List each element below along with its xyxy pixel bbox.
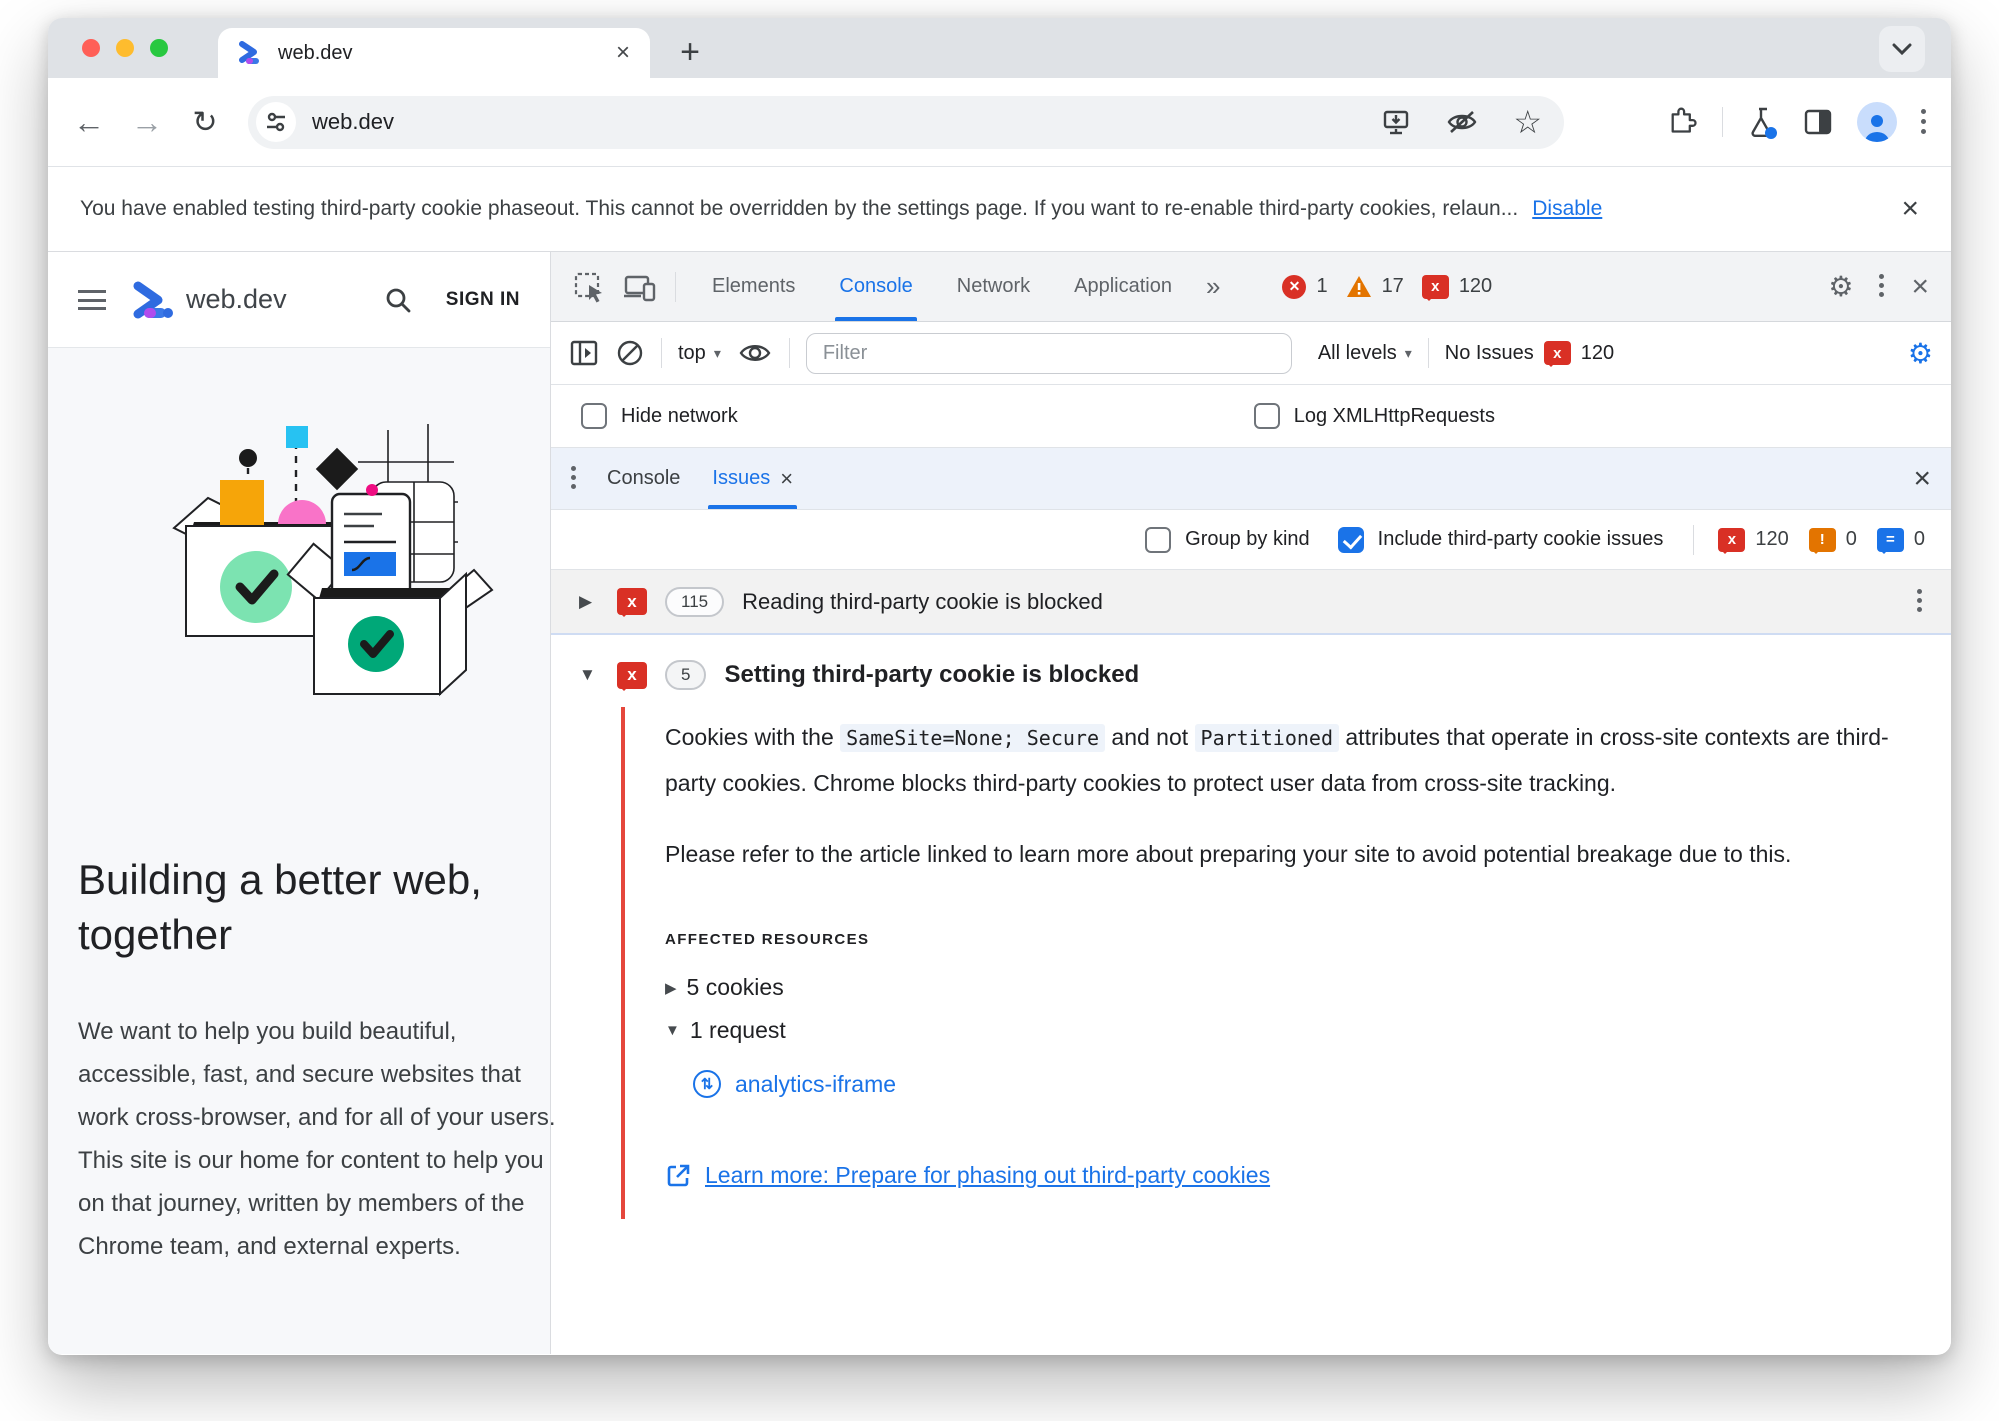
clear-console-icon[interactable] — [615, 338, 645, 368]
group-by-kind-label[interactable]: Group by kind — [1185, 528, 1310, 550]
divider — [675, 272, 676, 302]
experiments-beaker-icon[interactable] — [1747, 105, 1779, 139]
request-icon: ⇅ — [693, 1070, 721, 1098]
tab-console[interactable]: Console — [821, 252, 930, 321]
issue-flag-icon: x — [617, 662, 647, 689]
issues-toolbar — [551, 510, 1951, 570]
close-drawer-icon[interactable]: × — [1913, 461, 1931, 495]
hamburger-menu-icon[interactable] — [78, 290, 106, 310]
page-lead-paragraph: We want to help you build beautiful, accessible, fast, and secure websites that work cross-browser, and for all of your users. This site is our home for content to help you on that journey, written by members of the Chrome team, and external experts. — [78, 1018, 556, 1260]
person-icon — [1860, 110, 1894, 142]
warning-count[interactable]: 17 — [1381, 275, 1404, 297]
browser-window — [48, 18, 1951, 1355]
issue-row-reading-cookie[interactable] — [551, 570, 1951, 635]
issue-description: Cookies with the SameSite=None; Secure and not Partitioned attributes that operate in cross-site contexts are third-party cookies. Chrome blocks third-party cookies to protect user data from cross-site tracking. — [665, 724, 1889, 796]
browser-toolbar — [48, 78, 1951, 167]
caret-down-icon: ▾ — [1404, 344, 1412, 361]
address-bar[interactable] — [248, 96, 1564, 149]
console-sidebar-toggle-icon[interactable] — [569, 339, 599, 367]
close-issues-tab-icon[interactable]: × — [780, 465, 794, 491]
devtools-settings-gear-icon[interactable]: ⚙ — [1828, 271, 1854, 302]
expand-triangle-icon[interactable]: ▶ — [665, 979, 677, 997]
reload-button[interactable]: ↻ — [192, 105, 218, 139]
console-settings-gear-icon[interactable]: ⚙ — [1907, 337, 1933, 369]
console-toolbar — [551, 322, 1951, 385]
drawer-tab-bar — [551, 448, 1951, 510]
tab-application[interactable]: Application — [1074, 275, 1172, 297]
issue-count-pill: 5 — [665, 660, 706, 690]
zoom-window-button[interactable] — [150, 39, 168, 57]
infobar — [48, 167, 1951, 252]
drawer-tab-issues[interactable]: Issues × — [696, 448, 809, 509]
learn-more-link[interactable]: Learn more: Prepare for phasing out third-party cookies — [705, 1162, 1271, 1188]
devtools-panel — [551, 252, 1951, 1354]
tab-network[interactable]: Network — [956, 275, 1031, 297]
error-count-icon[interactable]: ✕ — [1282, 275, 1306, 299]
hero-illustration — [136, 402, 508, 732]
code-samesite: SameSite=None; Secure — [840, 724, 1105, 752]
hide-network-checkbox[interactable] — [581, 403, 607, 429]
sign-in-button[interactable]: SIGN IN — [445, 288, 520, 310]
webpage-pane — [48, 252, 556, 1354]
close-window-button[interactable] — [82, 39, 100, 57]
extensions-icon[interactable] — [1666, 106, 1698, 138]
breaking-changes-count: 0 — [1845, 528, 1857, 550]
bookmark-star-icon[interactable]: ☆ — [1513, 104, 1542, 140]
side-panel-icon[interactable] — [1803, 107, 1833, 137]
webdev-logo[interactable] — [132, 280, 174, 320]
request-link[interactable]: analytics-iframe — [735, 1070, 897, 1097]
drawer-tab-console[interactable]: Console — [607, 467, 681, 489]
window-controls — [82, 39, 168, 57]
log-level-selector[interactable]: All levels ▾ — [1317, 341, 1412, 364]
collapse-triangle-icon[interactable]: ▼ — [579, 665, 596, 684]
infobar-text: You have enabled testing third-party cookie phaseout. This cannot be overridden by the settings page. If you want to re-enable third-party cookies, relaun... — [80, 197, 1519, 220]
divider — [789, 338, 790, 368]
affected-resources-heading: AFFECTED RESOURCES — [665, 931, 870, 948]
devtools-close-icon[interactable]: × — [1911, 269, 1929, 303]
tab-search-button[interactable] — [1879, 26, 1925, 72]
filter-input[interactable] — [806, 333, 1292, 374]
page-title: Building a better web, together — [78, 856, 482, 959]
forward-button[interactable]: → — [131, 103, 163, 140]
issue-title[interactable]: Reading third-party cookie is blocked — [742, 588, 1103, 614]
log-xhr-label[interactable]: Log XMLHttpRequests — [1293, 404, 1495, 427]
devtools-tab-bar — [551, 252, 1951, 322]
new-tab-button[interactable]: + — [680, 32, 700, 71]
divider — [1428, 338, 1429, 368]
more-tabs-icon[interactable]: » — [1205, 271, 1221, 301]
device-toolbar-icon[interactable] — [623, 272, 657, 302]
devtools-menu-button[interactable] — [1879, 274, 1885, 300]
issue-detail-body — [621, 707, 1951, 1219]
webdev-favicon — [238, 40, 264, 66]
issues-counter[interactable]: No Issues x 120 — [1444, 341, 1615, 364]
infobar-close-icon[interactable]: × — [1901, 192, 1919, 225]
issue-title[interactable]: Setting third-party cookie is blocked — [724, 661, 1140, 688]
affected-cookies-row[interactable]: ▶ 5 cookies — [665, 974, 784, 1000]
drawer-menu-button[interactable] — [571, 466, 577, 492]
collapse-triangle-icon[interactable]: ▼ — [665, 1022, 680, 1039]
tab-title: web.dev — [278, 41, 353, 64]
issues-flag-icon: x — [1544, 341, 1571, 365]
page-errors-count: 120 — [1755, 528, 1789, 550]
expand-triangle-icon[interactable]: ▶ — [579, 591, 593, 611]
install-icon[interactable] — [1381, 107, 1411, 137]
search-icon[interactable] — [384, 286, 412, 314]
context-selector[interactable]: top ▾ — [678, 341, 721, 364]
learn-more-row[interactable] — [665, 1162, 1907, 1189]
divider — [1693, 525, 1694, 555]
issue-menu-button[interactable] — [1917, 589, 1923, 615]
issue-description-2: Please refer to the article linked to learn more about preparing your site to avoid potential breakage due to this. — [665, 841, 1792, 867]
tab-strip — [48, 18, 1951, 78]
issue-count-pill: 115 — [665, 587, 724, 617]
warning-count-icon[interactable] — [1346, 275, 1372, 298]
console-settings-row — [551, 385, 1951, 448]
include-third-party-checkbox[interactable] — [1338, 527, 1364, 553]
log-xhr-checkbox[interactable] — [1254, 403, 1280, 429]
caret-down-icon: ▾ — [713, 344, 721, 361]
minimize-window-button[interactable] — [116, 39, 134, 57]
group-by-kind-checkbox[interactable] — [1145, 527, 1171, 553]
external-link-icon — [665, 1163, 691, 1189]
infobar-disable-link[interactable]: Disable — [1532, 197, 1603, 220]
back-button[interactable]: ← — [73, 103, 105, 140]
site-header — [48, 252, 550, 348]
improvements-icon: = — [1877, 528, 1904, 552]
browser-tab[interactable] — [218, 28, 650, 78]
chevron-down-icon — [1892, 43, 1912, 55]
profile-avatar[interactable] — [1857, 102, 1897, 142]
include-third-party-label[interactable]: Include third-party cookie issues — [1377, 528, 1664, 550]
improvements-count: 0 — [1913, 528, 1925, 550]
eye-off-icon[interactable] — [1445, 107, 1479, 137]
issue-row-setting-cookie[interactable] — [551, 643, 1951, 707]
tab-elements[interactable]: Elements — [712, 275, 796, 297]
issues-count-icon[interactable]: x — [1422, 275, 1449, 299]
divider — [661, 338, 662, 368]
site-brand[interactable]: web.dev — [186, 284, 287, 314]
hide-network-label[interactable]: Hide network — [621, 404, 738, 427]
breaking-changes-icon: ! — [1809, 528, 1836, 552]
inspect-element-icon[interactable] — [573, 271, 605, 303]
affected-request-link-row[interactable] — [693, 1070, 1907, 1098]
error-count[interactable]: 1 — [1316, 275, 1328, 297]
site-settings-icon[interactable] — [256, 102, 296, 142]
live-expression-eye-icon[interactable] — [737, 340, 773, 366]
url-text[interactable]: web.dev — [312, 109, 394, 134]
page-errors-icon: x — [1718, 528, 1745, 552]
code-partitioned: Partitioned — [1195, 724, 1339, 752]
toolbar-divider — [1722, 107, 1723, 137]
issue-flag-icon: x — [617, 588, 647, 615]
affected-requests-row[interactable]: ▼ 1 request — [665, 1017, 786, 1043]
issues-count[interactable]: 120 — [1458, 275, 1493, 297]
chrome-menu-button[interactable] — [1921, 107, 1927, 137]
close-tab-button[interactable]: × — [615, 39, 630, 66]
